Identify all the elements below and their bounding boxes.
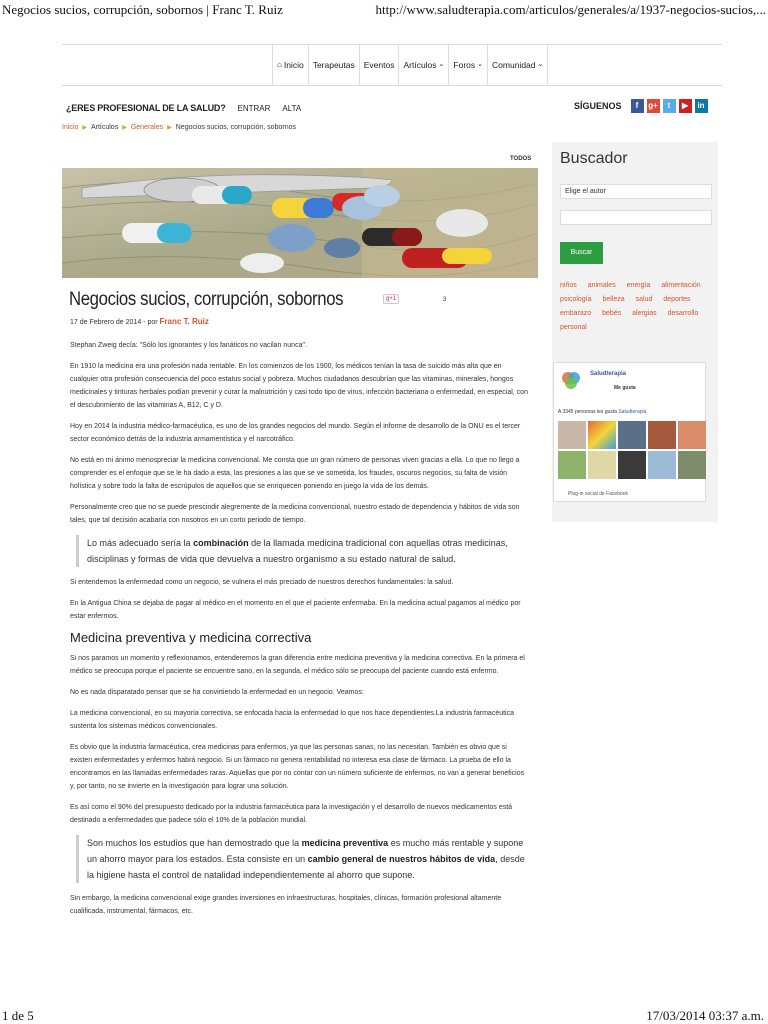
quote-bold: combinación (193, 538, 249, 548)
paragraph: No está en mi ánimo menospreciar la medicina convencional. Me consta que un gran número de personas viven gracias a ella. Lo que no llego a comprender es el enfoque que se le ha dado a esta, las presiones a las que se ve sometida, los fraudes, oscuros negocios, su falta de visión holística y sobre todo la falta de escrúpulos de aquellos que se enriquecen poniendo en juego la vida de los demás. (70, 457, 520, 490)
facebook-fans-grid (558, 421, 704, 479)
paragraph: Si entendemos la enfermedad como un negocio, se vulnera el más preciado de nuestros derechos fundamentales: la salud. (70, 579, 454, 586)
nav-item-label: Eventos (363, 60, 395, 70)
print-header-url: http://www.saludterapia.com/articulos/generales/a/1937-negocios-sucios,... (375, 2, 766, 17)
article-author-link[interactable]: Franc T. Ruiz (159, 317, 209, 326)
login-link[interactable]: ENTRAR (237, 103, 271, 113)
facebook-icon[interactable]: f (631, 99, 644, 113)
signup-link[interactable]: ALTA (282, 103, 302, 113)
home-icon: ⌂ (277, 60, 282, 69)
author-select[interactable]: Elige el autor (560, 184, 712, 199)
nav-items (272, 45, 548, 85)
follow-label: SÍGUENOS (574, 101, 622, 111)
nav-item-label: Terapeutas (312, 60, 355, 70)
chevron-down-icon: ⌄ (537, 61, 544, 68)
professional-question: ¿ERES PROFESIONAL DE LA SALUD? (66, 103, 226, 113)
paragraph: La medicina convencional, en su mayoría correctiva, se enfocada hacia la enfermedad lo que nos hace dependientes.La industria farmacéutica sustenta los sistemas médicos convencionales. (70, 710, 514, 730)
main-nav (62, 44, 722, 86)
tag-link[interactable]: salud (635, 296, 653, 303)
professional-bar (66, 102, 301, 114)
fan-avatar[interactable] (558, 451, 586, 479)
quote-text: de la llamada medicina tradicional con aquellas otras medicinas, disciplinas y formas de vida que devuelva a nuestro organismo a su estado natural de salud. (87, 538, 508, 564)
facebook-like-count (558, 409, 646, 415)
article-title: Negocios sucios, corrupción, sobornos (69, 289, 344, 310)
fan-avatar[interactable] (678, 421, 706, 449)
linkedin-icon[interactable]: in (695, 99, 708, 113)
tag-link[interactable]: embarazo (560, 310, 592, 317)
youtube-icon[interactable]: ▶ (679, 99, 692, 113)
breadcrumb-inicio[interactable]: Inicio (62, 124, 79, 131)
fan-avatar[interactable] (558, 421, 586, 449)
article-meta (70, 317, 209, 326)
paragraph: Si nos paramos un momento y reflexionamos, entenderemos la gran diferencia entre medicina preventiva y la medicina correctiva. En la primera el médico se preocupa porque el paciente se encuentre sano, en la segunda, el médico sólo se preocupa del paciente cuando está enfermo. (70, 655, 525, 675)
tag-link[interactable]: alergias (632, 310, 657, 317)
breadcrumb-current: Negocios sucios, corrupción, sobornos (175, 124, 296, 131)
quote-text: Lo más adecuado sería la (87, 538, 194, 548)
paragraph: En la Antigua China se dejaba de pagar al médico en el momento en el que el paciente enfermaba. En la medicina actual pagamos al médico por estar enfermos. (70, 600, 521, 620)
tag-cloud (560, 279, 710, 335)
paragraph: Personalmente creo que no se puede prescindir alegremente de la medicina convencional, nuestro estado de dependencia y hábitos de vida son tales, que tal decisión acabaría con nosotros en un corto periodo de tiempo. (70, 504, 520, 524)
facebook-page-name[interactable]: Saludterapia (590, 371, 627, 377)
nav-item-label: Comunidad (492, 60, 536, 70)
like-count-page-link[interactable]: Saludterapia (618, 409, 647, 415)
fan-avatar[interactable] (588, 451, 616, 479)
tag-link[interactable]: deportes (663, 296, 691, 303)
pull-quote (76, 535, 530, 567)
quote-text: , desde la higiene hasta el control de natalidad independientemente al ahorro que supone. (87, 854, 525, 880)
fan-avatar[interactable] (588, 421, 616, 449)
sidebar-title: Buscador (560, 150, 628, 167)
paragraph: Es así como el 90% del presupuesto dedicado por la industria farmacéutica para la investigación y el desarrollo de nuevos medicamentos está destinado a enfermedades que padece sólo el 10% de la población mundial. (70, 804, 513, 824)
pull-quote (76, 835, 530, 883)
tag-link[interactable]: psicología (560, 296, 592, 303)
paragraph: Es obvio que la industria farmacéutica, crea medicinas para enfermos, ya que las personas sanas, no las necesitan. También es obvio que si existen enfermedades y enfermos habrá negocio. Si un fármaco no genera rentabilidad no interesa esa clase de fármaco. La prueba de ello la encontramos en las llamadas enfermedades raras. Aquellas que por no contar con un número suficiente de enfermos, no van a generar beneficios y, por tanto, no se invierte en la investigación para lograr una solución. (70, 744, 525, 790)
tag-link[interactable]: desarrollo personal (560, 310, 699, 331)
search-button[interactable]: Buscar (560, 242, 603, 264)
nav-item-label: Inicio (283, 60, 304, 70)
article-date: 17 de Febrero de 2014 - por (70, 319, 158, 326)
print-footer (0, 1006, 768, 1024)
nav-item-inicio[interactable] (272, 45, 308, 85)
twitter-icon[interactable]: t (663, 99, 676, 113)
fan-avatar[interactable] (678, 451, 706, 479)
saludterapia-logo-icon (560, 369, 582, 391)
nav-item-terapeutas[interactable] (308, 45, 359, 85)
tag-link[interactable]: energía (626, 282, 651, 289)
article-body (70, 339, 530, 926)
nav-item-eventos[interactable] (359, 45, 399, 85)
quote-text: es mucho más rentable y supone un ahorro mayor para los estados. Esta consiste en un (87, 838, 524, 864)
nav-item-label: Artículos (403, 60, 437, 70)
facebook-like-button[interactable]: Me gusta (614, 385, 636, 391)
quote-bold: cambio general de nuestros hábitos de vida (307, 854, 496, 864)
chevron-down-icon: ⌄ (438, 61, 445, 68)
follow-us (574, 99, 708, 113)
breadcrumb-separator-icon: ▶ (82, 125, 87, 131)
section-heading: Medicina preventiva y medicina correctiva (70, 630, 312, 645)
quote-bold: medicina preventiva (301, 838, 389, 848)
paragraph: Stephan Zweig decía: "Sólo los ignorantes y los fanáticos no vacilan nunca". (70, 342, 307, 349)
nav-item-foros[interactable] (448, 45, 487, 85)
todos-link[interactable]: TODOS (510, 156, 532, 162)
fan-avatar[interactable] (618, 451, 646, 479)
tag-link[interactable]: niños (560, 282, 577, 289)
tag-link[interactable]: alimentación (661, 282, 701, 289)
paragraph: En 1910 la medicina era una profesión nada rentable. En los comienzos de los 1900, los médicos tenían la tasa de suicido más alta que en cualquier otra profesión consecuencia del poco estatus social y pobreza. Muchos ciudadanos descubrían que las vitaminas, minerales, hongos medicinales y tinturas herbales podían prevenir y curar la malnutrición y casi todo tipo de virus, infección bacteriana o enfermedad, en especial, con el descubrimiento de las vitaminas A, B12, C y D. (70, 363, 528, 409)
paragraph: No es nada disparatado pensar que se ha convirtiendo la enfermedad en un negocio. Veamos: (70, 689, 364, 696)
print-header-title: Negocios sucios, corrupción, sobornos | Franc T. Ruiz (2, 2, 283, 17)
paragraph: Hoy en 2014 la industria médico-farmacéutica, es uno de los grandes negocios del mundo. Según el informe de desarrollo de la ONU es el tercer sector económico detrás de la industria armamentística y el narcotráfico. (70, 423, 521, 443)
tag-link[interactable]: belleza (602, 296, 625, 303)
nav-item-label: Foros (453, 60, 476, 70)
breadcrumb-separator-icon: ▶ (122, 125, 127, 131)
fan-avatar[interactable] (648, 451, 676, 479)
chevron-down-icon: ⌄ (477, 61, 484, 68)
paragraph: Sin embargo, la medicina convencional exige grandes inversiones en infraestructuras, hospitales, clínicas, formación profesional altamente cualificada, instrumental, fármacos, etc. (70, 895, 502, 915)
fan-avatar[interactable] (618, 421, 646, 449)
nav-item-comunidad[interactable] (487, 45, 548, 85)
tag-link[interactable]: bebés (602, 310, 622, 317)
fan-avatar[interactable] (648, 421, 676, 449)
breadcrumb-generales[interactable]: Generales (130, 124, 164, 131)
tag-link[interactable]: animales (587, 282, 616, 289)
like-count-text: A 3345 personas les gusta (558, 409, 619, 415)
print-datetime: 17/03/2014 03:37 a.m. (646, 1008, 764, 1023)
print-header (0, 0, 768, 20)
breadcrumb-articulos[interactable]: Artículos (90, 124, 119, 131)
google-plus-share-button[interactable]: g+1 (383, 294, 399, 304)
nav-item-articulos[interactable] (398, 45, 448, 85)
breadcrumb-separator-icon: ▶ (167, 125, 172, 131)
share-count: 3 (443, 297, 447, 303)
facebook-like-box (553, 362, 706, 502)
article-hero-image (62, 168, 538, 278)
google-plus-icon[interactable]: g+ (647, 99, 660, 113)
search-input[interactable] (560, 210, 712, 225)
print-page-number: 1 de 5 (2, 1008, 34, 1023)
breadcrumb (62, 124, 296, 131)
facebook-plugin-label: Plug-in social de Facebook (568, 491, 629, 497)
quote-text: Son muchos los estudios que han demostrado que la (87, 838, 302, 848)
